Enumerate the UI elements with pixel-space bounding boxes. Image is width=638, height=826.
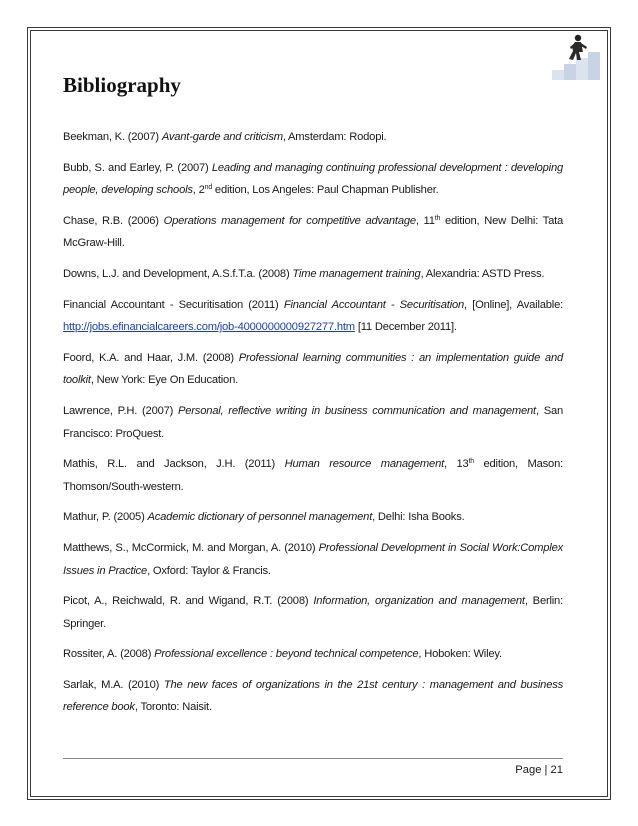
footer-divider (63, 758, 563, 759)
entry-publisher: , 2 (192, 184, 205, 197)
entry-author-year: Bubb, S. and Earley, P. (2007) (63, 161, 212, 174)
bibliography-entry (63, 157, 563, 202)
entry-title: Financial Accountant - Securitisation (283, 298, 465, 311)
bibliography-entry (63, 263, 563, 286)
entry-title: Professional excellence : beyond technical competence (154, 648, 419, 661)
bibliography-entry (63, 674, 563, 719)
bibliography-entry (63, 537, 563, 582)
entry-title: Academic dictionary of personnel management (147, 511, 373, 524)
entry-author-year: Picot, A., Reichwald, R. and Wigand, R.T. (2008) (63, 595, 314, 608)
bibliography-entry (63, 643, 563, 666)
entry-title: Leading and managing continuing professional development : developing people, developing schools (63, 161, 564, 197)
entry-publisher-tail: edition, Mason: Thomson/South-western. (63, 458, 563, 493)
bibliography-entry (63, 126, 563, 149)
entry-publisher: , 11 (415, 214, 435, 227)
entry-author-year: Rossiter, A. (2008) (63, 648, 155, 661)
entry-publisher-tail: edition, New Delhi: Tata McGraw-Hill. (63, 214, 564, 250)
entry-title: Human resource management (284, 458, 444, 471)
bibliography-list (63, 126, 563, 727)
entry-ordinal-suffix: th (434, 214, 441, 222)
entry-publisher: , New York: Eye On Education. (90, 374, 239, 387)
entry-publisher: , [Online], Available: (464, 298, 564, 311)
entry-author-year: Matthews, S., McCormick, M. and Morgan, A. (2010) (63, 541, 319, 554)
bibliography-entry (63, 294, 563, 339)
entry-title: Professional Development in Social Work:Complex Issues in Practice (63, 541, 564, 577)
entry-author-year: Foord, K.A. and Haar, J.M. (2008) (63, 351, 239, 364)
bibliography-entry (63, 506, 563, 529)
entry-ordinal-suffix: th (468, 458, 474, 466)
page-number: Page | 21 (515, 764, 563, 776)
entry-publisher: , Toronto: Naisit. (134, 701, 212, 714)
entry-title: Professional learning communities : an implementation guide and toolkit (63, 351, 563, 387)
entry-title: Avant-garde and criticism (161, 131, 283, 143)
page-title: Bibliography (63, 73, 181, 97)
entry-title: Operations management for competitive advantage (163, 214, 416, 227)
entry-publisher: , San Francisco: ProQuest. (63, 404, 563, 440)
entry-publisher: , Hoboken: Wiley. (418, 648, 502, 661)
entry-author-year: Mathis, R.L. and Jackson, J.H. (2011) (63, 458, 285, 471)
entry-author-year: Mathur, P. (2005) (63, 511, 148, 524)
entry-publisher: , Berlin: Springer. (63, 595, 563, 630)
entry-publisher: , 13 (444, 458, 469, 471)
entry-author-year: Beekman, K. (2007) (63, 131, 162, 143)
bibliography-entry (63, 453, 563, 498)
bibliography-entry (63, 210, 563, 255)
entry-author-year: Lawrence, P.H. (2007) (63, 404, 178, 417)
entry-author-year: Chase, R.B. (2006) (63, 214, 164, 227)
entry-publisher-tail: [11 December 2011]. (354, 321, 457, 334)
entry-publisher: , Amsterdam: Rodopi. (282, 131, 387, 143)
entry-author-year: Sarlak, M.A. (2010) (63, 678, 164, 691)
entry-title: The new faces of organizations in the 21st century : management and business reference book (63, 678, 564, 714)
entry-publisher-tail: edition, Los Angeles: Paul Chapman Publisher. (212, 184, 439, 197)
bibliography-entry (63, 400, 563, 445)
entry-publisher: , Delhi: Isha Books. (372, 511, 465, 524)
entry-title: Personal, reflective writing in business communication and management (178, 404, 536, 417)
entry-publisher: , Alexandria: ASTD Press. (420, 267, 545, 280)
businessman-climbing-steps-icon (548, 32, 600, 82)
entry-url-link[interactable]: http://jobs.efinancialcareers.com/job-4000000000927277.htm (63, 321, 355, 334)
entry-publisher: , Oxford: Taylor & Francis. (147, 564, 271, 577)
entry-title: Information, organization and management (313, 595, 525, 608)
entry-title: Time management training (292, 267, 421, 280)
entry-author-year: Financial Accountant - Securitisation (2011) (63, 298, 284, 311)
bibliography-entry (63, 590, 563, 635)
entry-author-year: Downs, L.J. and Development, A.S.f.T.a. (2008) (63, 267, 293, 280)
entry-ordinal-suffix: nd (204, 184, 213, 192)
bibliography-entry (63, 347, 563, 392)
